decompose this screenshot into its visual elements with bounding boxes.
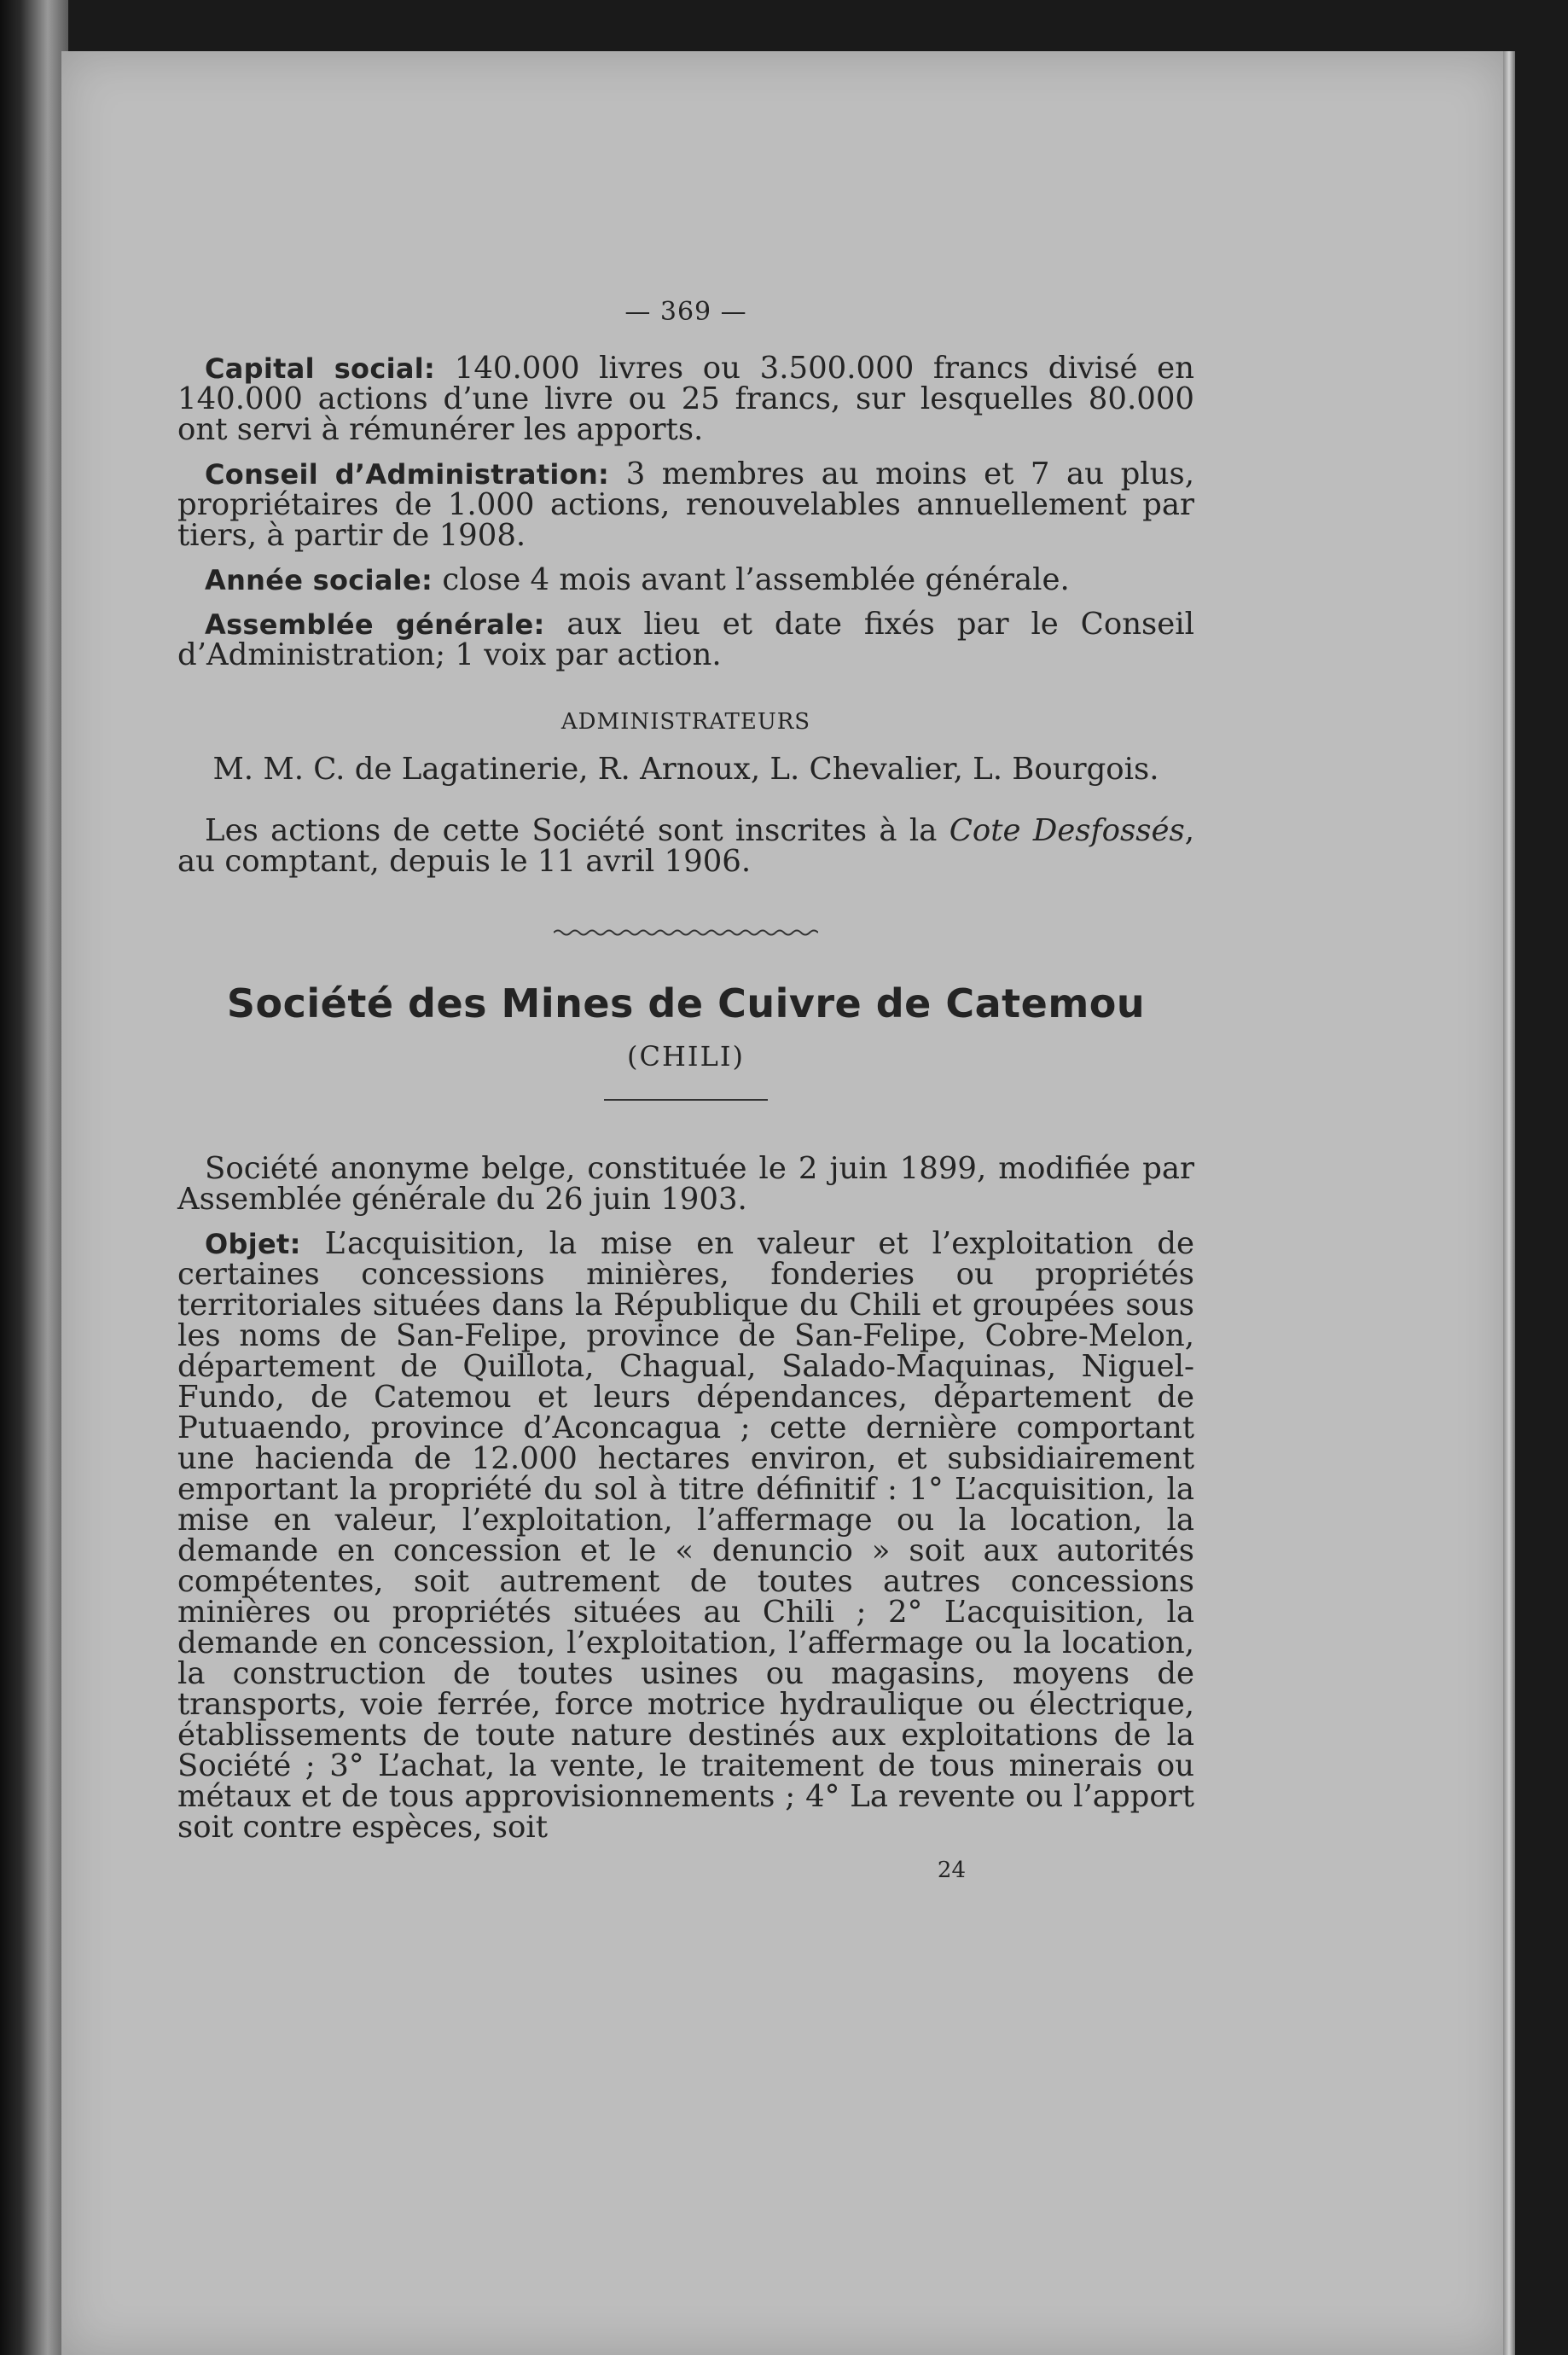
cote-text-after: , au comptant, depuis le 11 avril 1906. bbox=[177, 813, 1194, 879]
sheet-number: 24 bbox=[937, 1858, 966, 1883]
objet-text: L’acquisition, la mise en valeur et l’exploitation de certaines concessions minières, fonderies ou propriétés territoriales situées dans la République du Chili et groupées sous les noms de San-Felipe, province de San-Felipe, Cobre-Melon, département de Quillota, Chagual, Salado-Maquinas, Niguel-Fundo, de Catemou et leurs dépendances, département de Putuaendo, province d’Aconcagua ; cette dernière comportant une hacienda de 12.000 hectares environ, et subsidiairement emportant la propriété du sol à titre définitif : 1° L’acquisition, la mise en valeur, l’exploitation, l’affermage ou la location, la demande en concession et le « denuncio » soit aux autorités compétentes, soit autrement de toutes autres concessions minières ou propriétés situées au Chili ; 2° L’acquisition, la demande en concession, l’exploitation, l’affermage ou la location, la construction de toutes usines ou magasins, moyens de transports, voie ferrée, force motrice hydraulique ou électrique, établissements de toute nature destinés aux exploitations de la Société ; 3° L’achat, la vente, le traitement de tous minerais ou métaux et de tous approvisionnements ; 4° La revente ou l’apport soit contre espèces, soit bbox=[177, 1226, 1194, 1845]
wavy-separator bbox=[554, 927, 818, 939]
capital-label: Capital social: bbox=[205, 352, 436, 385]
conseil-text: 3 membres au moins et 7 au plus, propriétaires de 1.000 actions, renouvelables annuellement par tiers, à partir de 1908. bbox=[177, 456, 1195, 553]
capital-paragraph bbox=[177, 353, 1194, 445]
annee-paragraph bbox=[177, 562, 1194, 597]
cote-desfosses: Cote Desfossés bbox=[949, 813, 1185, 848]
company-country: (CHILI) bbox=[627, 1040, 745, 1073]
page-edge bbox=[1503, 51, 1515, 2355]
administrateurs-heading: ADMINISTRATEURS bbox=[560, 709, 811, 735]
objet-paragraph bbox=[177, 1226, 1194, 1845]
conseil-paragraph bbox=[177, 456, 1195, 553]
page-number: — 369 — bbox=[624, 297, 747, 327]
administrateurs-names: M. M. C. de Lagatinerie, R. Arnoux, L. Chevalier, L. Bourgois. bbox=[212, 752, 1159, 787]
cote-paragraph bbox=[177, 813, 1194, 879]
cote-text-before: Les actions de cette Société sont inscrites à la bbox=[205, 813, 950, 848]
conseil-label: Conseil d’Administration: bbox=[205, 458, 610, 491]
constitution-paragraph: Société anonyme belge, constituée le 2 juin 1899, modifiée par Assemblée générale du 26 juin 1903. bbox=[177, 1151, 1194, 1217]
page-content bbox=[177, 297, 1194, 1886]
capital-text: 140.000 livres ou 3.500.000 francs divisé en 140.000 actions d’une livre ou 25 francs, sur lesquelles 80.000 ont servi à rémunérer les apports. bbox=[177, 351, 1194, 447]
annee-text: close 4 mois avant l’assemblée générale. bbox=[433, 562, 1070, 597]
assemblee-text: aux lieu et date fixés par le Conseil d’Administration; 1 voix par action. bbox=[177, 607, 1194, 672]
binding-edge bbox=[0, 0, 68, 2355]
assemblee-paragraph bbox=[177, 609, 1194, 671]
title-rule bbox=[604, 1099, 768, 1101]
annee-label: Année sociale: bbox=[205, 564, 433, 596]
assemblee-label: Assemblée générale: bbox=[205, 608, 545, 641]
objet-label: Objet: bbox=[205, 1228, 301, 1260]
company-title: Société des Mines de Cuivre de Catemou bbox=[226, 980, 1146, 1026]
